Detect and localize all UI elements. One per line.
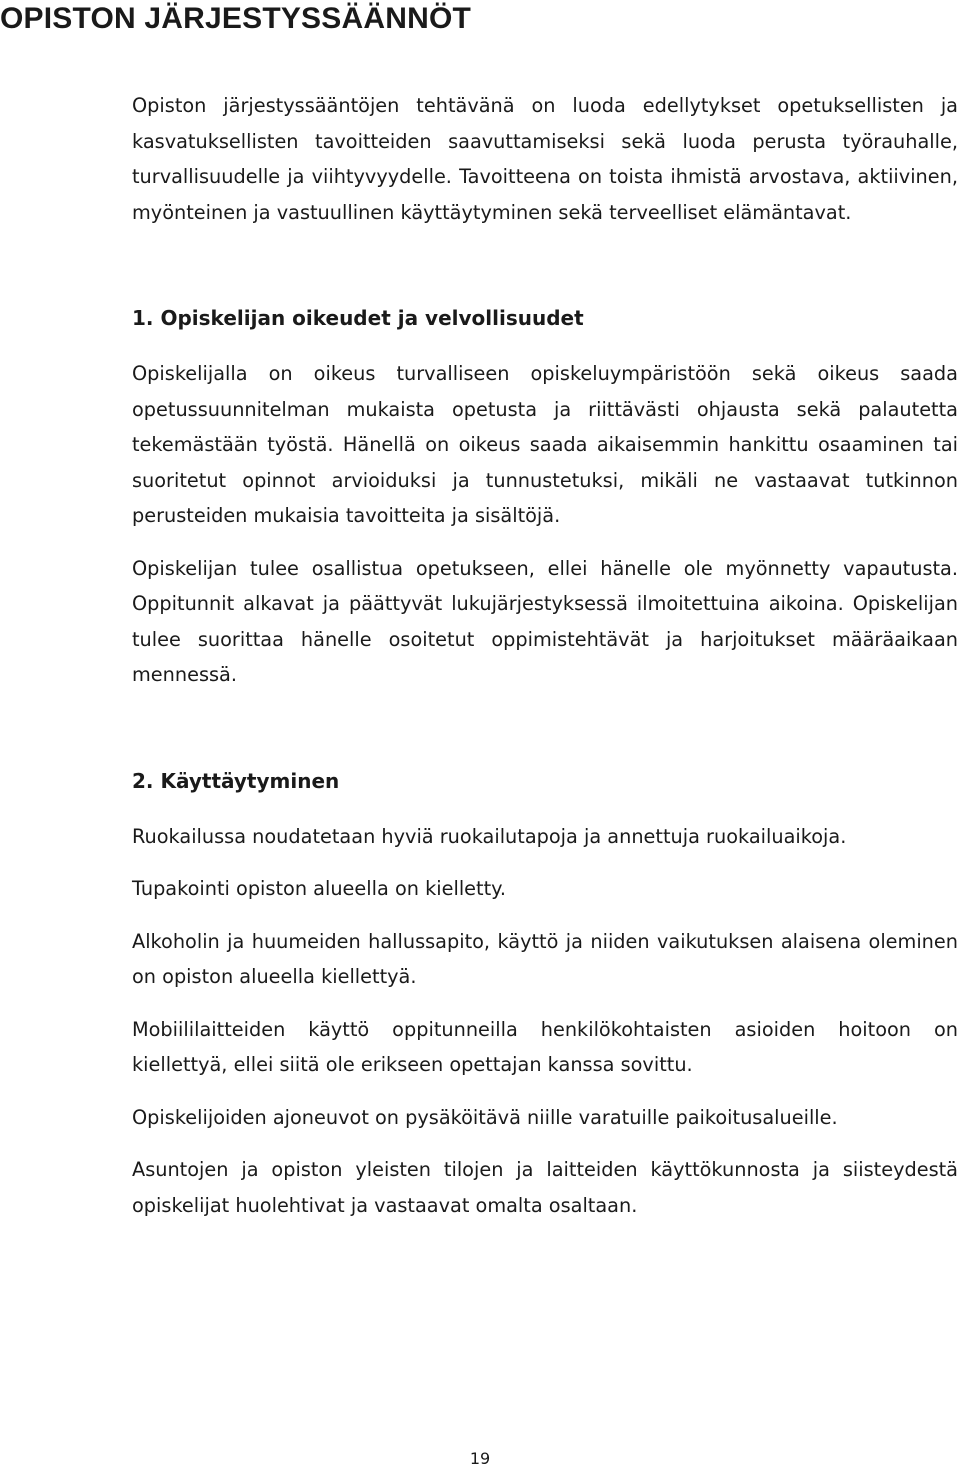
- section-paragraph: Asuntojen ja opiston yleisten tilojen ja laitteiden käyttökunnosta ja siisteydestä opiskelijat huolehtivat ja vastaavat omalta osaltaan.: [132, 1158, 958, 1217]
- section-rights-and-duties: [132, 301, 958, 693]
- section-paragraph: Ruokailussa noudatetaan hyviä ruokailutapoja ja annettuja ruokailuaikoja.: [132, 824, 847, 848]
- section-paragraph: Tupakointi opiston alueella on kielletty.: [132, 877, 506, 900]
- section-paragraph: Alkoholin ja huumeiden hallussapito, käyttö ja niiden vaikutuksen alaisena oleminen on opiston alueella kiellettyä.: [132, 929, 958, 988]
- section-paragraph: Opiskelijan tulee osallistua opetukseen, ellei hänelle ole myönnetty vapautusta. Oppitunnit alkavat ja päättyvät lukujärjestyksessä ilmoitettuina aikoina. Opiskelijan tulee suorittaa hänelle osoitetut oppimistehtävät ja harjoitukset määräaikaan mennessä.: [132, 556, 958, 686]
- section-paragraph: Mobiililaitteiden käyttö oppitunneilla henkilökohtaisten asioiden hoitoon on kiellettyä, ellei siitä ole erikseen opettajan kanssa sovittu.: [132, 1017, 958, 1076]
- page-title: OPISTON JÄRJESTYSSÄÄNNÖT: [0, 2, 472, 35]
- intro-paragraph: Opiston järjestyssääntöjen tehtävänä on luoda edellytykset opetuksellisten ja kasvatuksellisten tavoitteiden saavuttamiseksi sekä luoda perusta työrauhalle, turvallisuudelle ja viihtyvyydelle. Tavoitteena on toista ihmistä arvostava, aktiivinen, myönteinen ja vastuullinen käyttäytyminen sekä terveelliset elämäntavat.: [132, 94, 958, 224]
- section-paragraph: Opiskelijalla on oikeus turvalliseen opiskeluympäristöön sekä oikeus saada opetussuunnitelman mukaista opetusta ja riittävästi ohjausta sekä palautetta tekemästään työstä. Hänellä on oikeus saada aikaisemmin hankittu osaaminen tai suoritetut opinnot arvioiduksi ja tunnustetuksi, mikäli ne vastaavat tutkinnon perusteiden mukaisia tavoitteita ja sisältöjä.: [132, 362, 958, 527]
- section-behaviour: [132, 764, 958, 1224]
- page-number: 19: [469, 1449, 491, 1468]
- section-heading: 2. Käyttäytyminen: [132, 768, 340, 793]
- section-paragraph: Opiskelijoiden ajoneuvot on pysäköitävä niille varatuille paikoitusalueille.: [132, 1105, 838, 1129]
- document-body: [132, 88, 958, 1223]
- section-heading: 1. Opiskelijan oikeudet ja velvollisuudet: [132, 306, 584, 330]
